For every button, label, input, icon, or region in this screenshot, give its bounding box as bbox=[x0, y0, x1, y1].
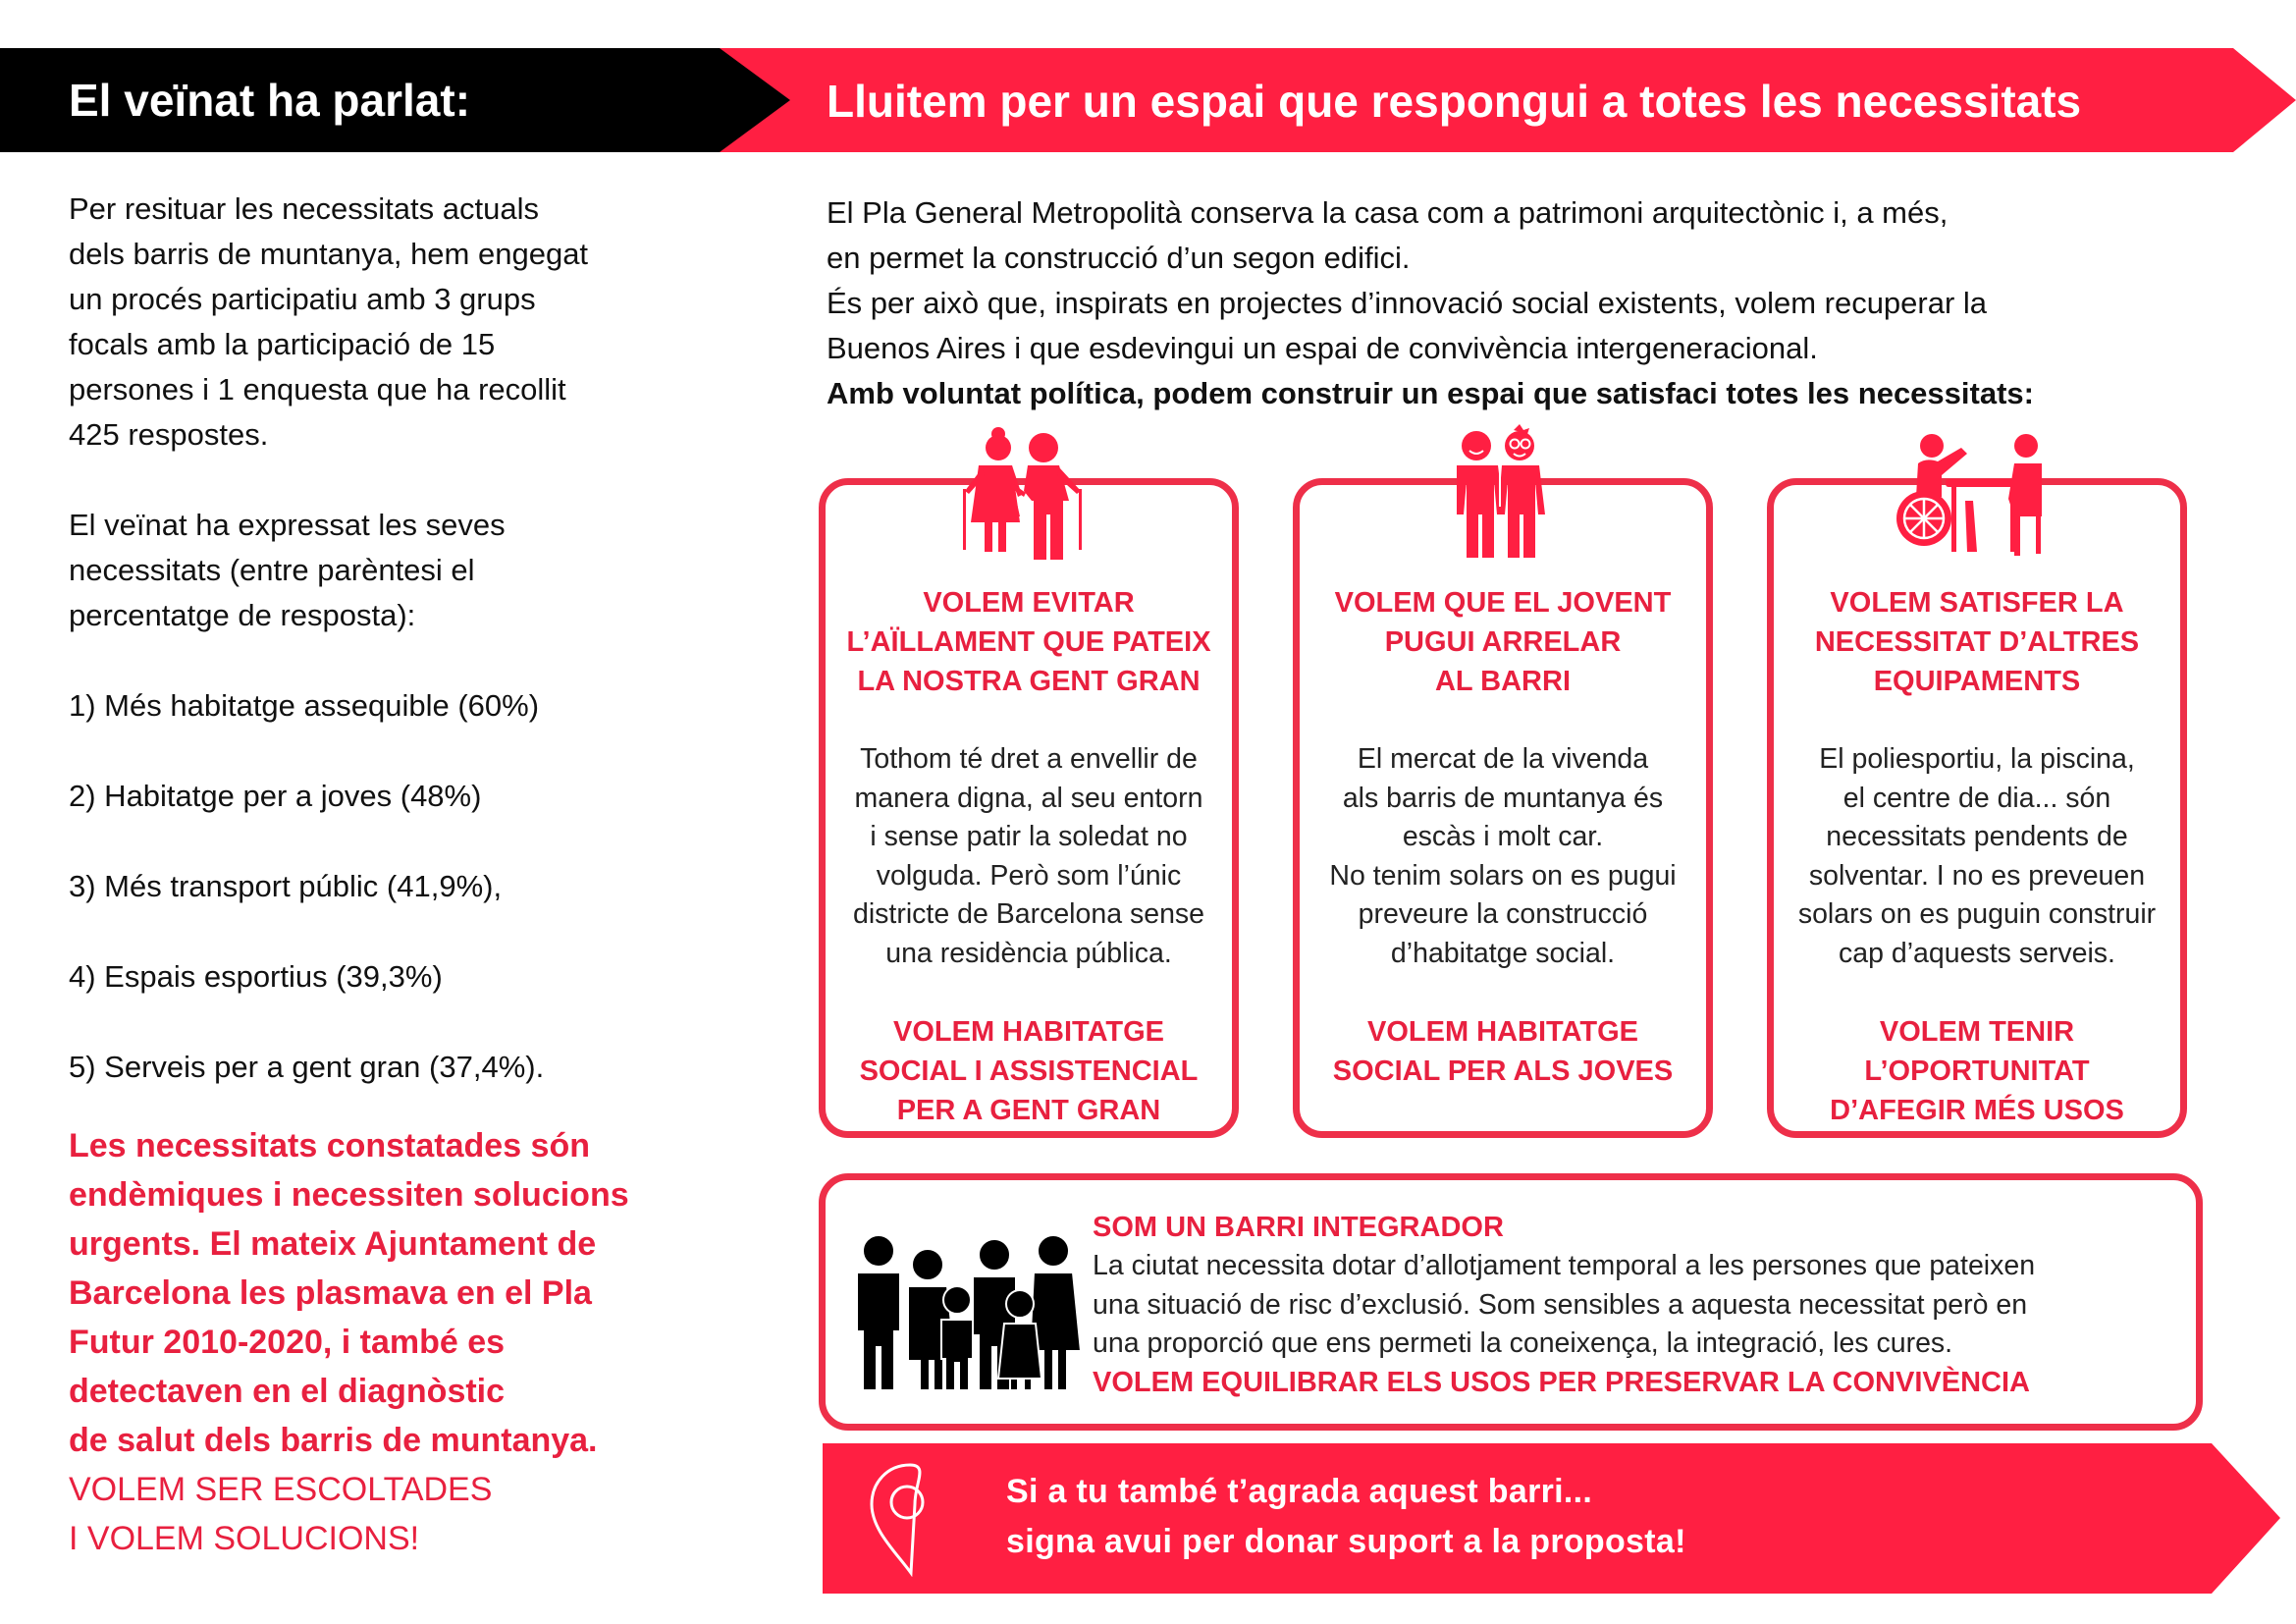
text-line: i sense patir la soledat no bbox=[870, 821, 1188, 852]
text-line: persones i 1 enquesta que ha recollit bbox=[69, 372, 566, 406]
text-line: necessitats pendents de bbox=[1826, 821, 2128, 852]
text-line: en permet la construcció d’un segon edifici. bbox=[827, 241, 1411, 275]
needs-list bbox=[69, 683, 697, 1090]
needs-list-item: 5) Serveis per a gent gran (37,4%). bbox=[69, 1050, 545, 1084]
text-line: AL BARRI bbox=[1434, 666, 1572, 697]
text-line: Buenos Aires i que esdevingui un espai de convivència intergeneracional. bbox=[827, 331, 1818, 365]
text-line: districte de Barcelona sense bbox=[852, 898, 1205, 930]
integrator-box bbox=[819, 1173, 2203, 1431]
text-line: Barcelona les plasmava en el Pla bbox=[69, 1274, 592, 1312]
young-people-icon bbox=[1419, 424, 1586, 562]
text-line: de salut dels barris de muntanya. bbox=[69, 1422, 598, 1459]
text-line: 425 respostes. bbox=[69, 417, 269, 452]
text-line: preveure la construcció bbox=[1358, 898, 1648, 930]
text-line: El poliesportiu, la piscina, bbox=[1819, 743, 2135, 775]
intro-paragraph bbox=[827, 190, 2220, 371]
text-line: escàs i molt car. bbox=[1402, 821, 1604, 852]
text-line: LA NOSTRA GENT GRAN bbox=[857, 666, 1201, 697]
text-line: solars on es puguin construir bbox=[1797, 898, 2157, 930]
card-body bbox=[1309, 740, 1696, 973]
text-line: als barris de muntanya és bbox=[1342, 782, 1664, 814]
card-title bbox=[1300, 583, 1706, 701]
text-line: VOLEM HABITATGE bbox=[892, 1016, 1165, 1048]
right-intro bbox=[827, 190, 2220, 416]
card-title bbox=[826, 583, 1232, 701]
text-line: El veïnat ha expressat les seves bbox=[69, 508, 506, 542]
text-line: L’AÏLLAMENT QUE PATEIX bbox=[846, 626, 1211, 658]
text-line: Futur 2010-2020, i també es bbox=[69, 1324, 506, 1361]
text-line: VOLEM TENIR bbox=[1879, 1016, 2075, 1048]
card-elderly bbox=[819, 478, 1239, 1138]
bold-statement: Amb voluntat política, podem construir un espai que satisfaci totes les necessitats: bbox=[827, 376, 2034, 410]
text-line: Tothom té dret a envellir de bbox=[860, 743, 1198, 775]
text-line: No tenim solars on es pugui bbox=[1329, 859, 1677, 892]
needs-list-item: 3) Més transport públic (41,9%), bbox=[69, 869, 503, 903]
text-line: És per això que, inspirats en projectes d’innovació social existents, volem recuperar la bbox=[827, 286, 1988, 320]
conclusion-paragraph bbox=[69, 1121, 697, 1465]
integrator-body bbox=[1093, 1247, 2192, 1364]
cta-line: signa avui per donar suport a la proposta! bbox=[1006, 1523, 1686, 1560]
text-line: EQUIPAMENTS bbox=[1873, 666, 2081, 697]
card-body bbox=[835, 740, 1222, 973]
location-pin-icon bbox=[866, 1461, 954, 1577]
text-line: percentatge de resposta): bbox=[69, 598, 416, 632]
sign-petition-text[interactable] bbox=[1006, 1467, 1686, 1567]
text-line: el centre de dia... són bbox=[1842, 782, 2111, 814]
text-line: focals amb la participació de 15 bbox=[69, 327, 496, 361]
text-line: NECESSITAT D’ALTRES bbox=[1814, 626, 2140, 658]
text-line: D’AFEGIR MÉS USOS bbox=[1830, 1095, 2124, 1126]
demand-paragraph bbox=[69, 1465, 697, 1563]
text-line: urgents. El mateix Ajuntament de bbox=[69, 1225, 597, 1263]
section-title-right: Lluitem per un espai que respongui a totes les necessitats bbox=[827, 76, 2082, 127]
cta-line: Si a tu també t’agrada aquest barri... bbox=[1006, 1473, 1593, 1510]
text-line: detectaven en el diagnòstic bbox=[69, 1373, 506, 1410]
section-title-left: El veïnat ha parlat: bbox=[69, 75, 471, 126]
needs-list-item: 4) Espais esportius (39,3%) bbox=[69, 959, 443, 994]
text-line: VOLEM QUE EL JOVENT bbox=[1334, 587, 1672, 619]
integrator-title: SOM UN BARRI INTEGRADOR bbox=[1093, 1212, 1504, 1243]
text-line: VOLEM EVITAR bbox=[923, 587, 1135, 619]
text-line: Per resituar les necessitats actuals bbox=[69, 191, 539, 226]
text-line: cap d’aquests serveis. bbox=[1839, 937, 2115, 969]
card-facilities bbox=[1767, 478, 2187, 1138]
text-line: una residència pública. bbox=[885, 937, 1172, 969]
text-line: PUGUI ARRELAR bbox=[1384, 626, 1622, 658]
text-line: I VOLEM SOLUCIONS! bbox=[69, 1520, 420, 1557]
card-demand bbox=[1774, 1012, 2180, 1130]
text-line: volguda. Però som l’únic bbox=[876, 859, 1182, 892]
card-demand bbox=[1300, 1012, 1706, 1091]
text-line: una situació de risc d’exclusió. Som sensibles a aquesta necessitat però en bbox=[1093, 1288, 2028, 1321]
text-line: VOLEM HABITATGE bbox=[1366, 1016, 1639, 1048]
text-line: necessitats (entre parèntesi el bbox=[69, 553, 475, 587]
text-line: solventar. I no es preveuen bbox=[1808, 859, 2146, 892]
integrator-demand: VOLEM EQUILIBRAR ELS USOS PER PRESERVAR LA CONVIVÈNCIA bbox=[1093, 1367, 2030, 1398]
text-line: manera digna, al seu entorn bbox=[854, 782, 1203, 814]
text-line: un procés participatiu amb 3 grups bbox=[69, 282, 536, 316]
text-line: L’OPORTUNITAT bbox=[1864, 1056, 2090, 1087]
card-body bbox=[1784, 740, 2170, 973]
text-line: endèmiques i necessiten solucions bbox=[69, 1176, 629, 1214]
text-line: SOCIAL PER ALS JOVES bbox=[1332, 1056, 1674, 1087]
text-line: La ciutat necessita dotar d’allotjament temporal a les persones que pateixen bbox=[1093, 1250, 2036, 1281]
elderly-couple-icon bbox=[945, 424, 1112, 562]
family-group-icon bbox=[847, 1229, 1083, 1396]
needs-list-item: 1) Més habitatge assequible (60%) bbox=[69, 688, 540, 723]
text-line: El Pla General Metropolità conserva la casa com a patrimoni arquitectònic i, a més, bbox=[827, 195, 1949, 230]
card-demand bbox=[826, 1012, 1232, 1130]
expressed-needs-paragraph bbox=[69, 503, 697, 638]
wheelchair-table-icon bbox=[1884, 424, 2070, 562]
intro-paragraph bbox=[69, 187, 697, 458]
text-line: SOCIAL I ASSISTENCIAL bbox=[859, 1056, 1199, 1087]
text-line: VOLEM SATISFER LA bbox=[1830, 587, 2124, 619]
text-line: dels barris de muntanya, hem engegat bbox=[69, 237, 589, 271]
needs-list-item: 2) Habitatge per a joves (48%) bbox=[69, 779, 482, 813]
text-line: VOLEM SER ESCOLTADES bbox=[69, 1471, 493, 1508]
text-line: d’habitatge social. bbox=[1390, 937, 1616, 969]
card-title bbox=[1774, 583, 2180, 701]
left-column bbox=[69, 187, 697, 1563]
card-youth bbox=[1293, 478, 1713, 1138]
text-line: una proporció que ens permeti la coneixença, la integració, les cures. bbox=[1093, 1327, 1953, 1359]
text-line: El mercat de la vivenda bbox=[1357, 743, 1649, 775]
text-line: PER A GENT GRAN bbox=[896, 1095, 1161, 1126]
text-line: Les necessitats constatades són bbox=[69, 1127, 591, 1164]
